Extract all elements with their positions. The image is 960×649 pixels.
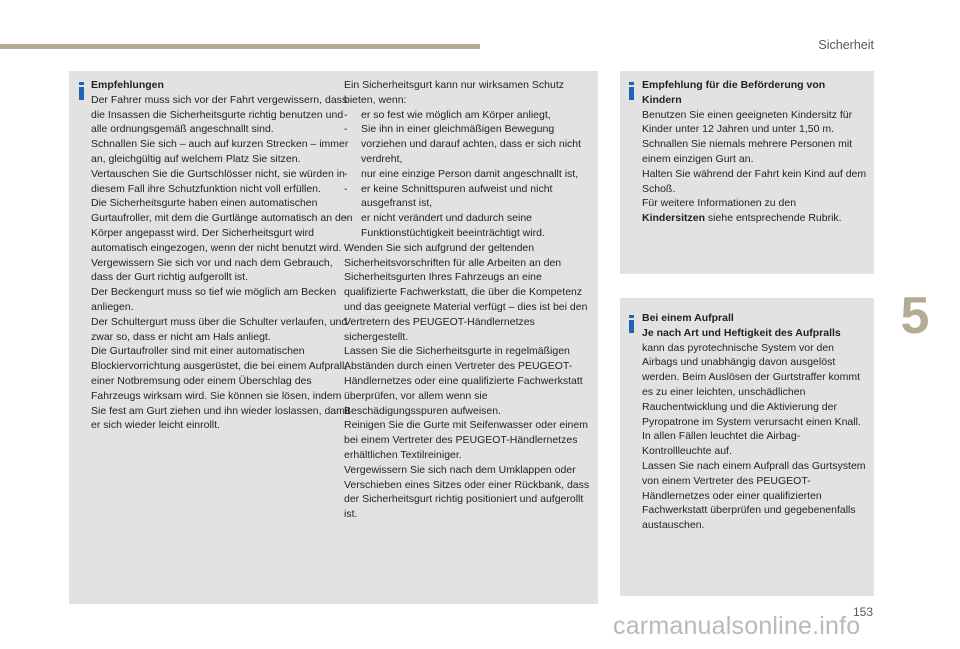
recommendations-column <box>91 78 353 433</box>
child-seats-link-text: Kindersitzen <box>642 212 706 225</box>
watermark: carmanualsonline.info <box>613 612 861 640</box>
recommendations-body: Der Fahrer muss sich vor der Fahrt vergewissern, dass die Insassen die Sicherheitsgurte richtig benutzen und alle ordnungsgemäß angeschnallt sind. Schnallen Sie sich – auch auf kurzen Strecken – immer an, gleichgültig auf welchem Platz Sie sitzen. Vertauschen Sie die Gurtschlösser nicht, sie würden in diesem Fall ihre Schutzfunktion nicht voll erfüllen. Die Sicherheitsgurte haben einen automatischen Gurtaufroller, mit dem die Gurtlänge automatisch an den Körper angepasst wird. Der Sicherheitsgurt wird automatisch eingezogen, wenn der nicht benutzt wird. Vergewissern Sie sich vor und nach dem Gebrauch, dass der Gurt richtig aufgerollt ist. Der Beckengurt muss so tief wie möglich am Becken anliegen. Der Schultergurt muss über die Schulter verlaufen, und zwar so, dass er nicht am Hals anliegt. Die Gurtaufroller sind mit einer automatischen Blockiervorrichtung ausgerüstet, die bei einem Aufprall, einer Notbremsung oder einem Überschlag des Fahrzeugs wirksam wird. Sie können sie lösen, indem Sie fest am Gurt ziehen und ihn wieder loslassen, damit er sich wieder leicht einrollt. <box>91 93 353 432</box>
collision-column <box>642 311 867 533</box>
chapter-number: 5 <box>900 287 930 345</box>
seatbelt-conditions-column <box>344 78 594 522</box>
header-accent-bar <box>0 44 480 49</box>
collision-subheading: Je nach Art und Heftigkeit des Aufpralls <box>642 326 841 339</box>
child-transport-heading: Empfehlung für die Beförderung von Kindern <box>642 79 826 106</box>
list-item: - Sie ihn in einer gleichmäßigen Bewegung vorziehen und darauf achten, dass er sich nicht verdreht, <box>344 122 594 166</box>
child-seats-reference-text: siehe entsprechende Rubrik. <box>705 212 842 225</box>
list-item: - er keine Schnittspuren aufweist und nicht ausgefranst ist, <box>344 182 594 212</box>
child-seat-reference <box>642 211 867 226</box>
page-number: 153 <box>852 605 873 619</box>
recommendations-heading: Empfehlungen <box>91 79 164 91</box>
maintenance-body: Wenden Sie sich aufgrund der geltenden Sicherheitsvorschriften für alle Arbeiten an den Sicherheitsgurten Ihres Fahrzeugs an eine qualifizierte Fachwerkstatt, die über die Kompetenz und das geeignete Material verfügt – dies ist bei den Vertretern des PEUGEOT-Händlernetzes sichergestellt. Lassen Sie die Sicherheitsgurte in regelmäßigen Abständen durch einen Vertreter des PEUGEOT-Händlernetzes oder eine qualifizierte Fachwerkstatt überprüfen, vor allem wenn sie Beschädigungsspuren aufweisen. Reinigen Sie die Gurte mit Seifenwasser oder einem bei einem Vertreter des PEUGEOT-Händlernetzes erhältlichen Textilreiniger. Vergewissern Sie sich nach dem Umklappen oder Verschieben eines Sitzes oder einer Rückbank, dass der Sicherheitsgurt richtig positioniert und aufgerollt ist. <box>344 241 590 521</box>
collision-body: kann das pyrotechnische System vor den Airbags und unabhängig davon ausgelöst werden. Beim Auslösen der Gurtstraffer kommt es zu einer leichten, unschädlichen Rauchentwicklung und die Aktivierung der Pyropatrone im System verursacht einen Knall. In allen Fällen leuchtet die Airbag-Kontrollleuchte auf. Lassen Sie nach einem Aufprall das Gurtsystem von einem Vertreter des PEUGEOT-Händlernetzes oder einer qualifizierten Fachwerkstatt überprüfen und gegebenenfalls austauschen. <box>642 341 866 532</box>
conditions-intro: Ein Sicherheitsgurt kann nur wirksamen Schutz bieten, wenn: <box>344 79 565 106</box>
list-item: - nur eine einzige Person damit angeschnallt ist, <box>344 167 594 182</box>
child-transport-column <box>642 78 867 226</box>
collision-heading: Bei einem Aufprall <box>642 312 734 324</box>
list-item: - er so fest wie möglich am Körper anliegt, <box>344 108 594 123</box>
child-transport-body: Benutzen Sie einen geeigneten Kindersitz für Kinder unter 12 Jahren und unter 1,50 m. Schnallen Sie niemals mehrere Personen mit einem einzigen Gurt an. Halten Sie während der Fahrt kein Kind auf dem Schoß. Für weitere Informationen zu den <box>642 108 867 210</box>
conditions-list <box>344 108 594 241</box>
list-item: - er nicht verändert und dadurch seine Funktionstüchtigkeit beeinträchtigt wird. <box>344 211 594 241</box>
section-title: Sicherheit <box>818 38 874 52</box>
